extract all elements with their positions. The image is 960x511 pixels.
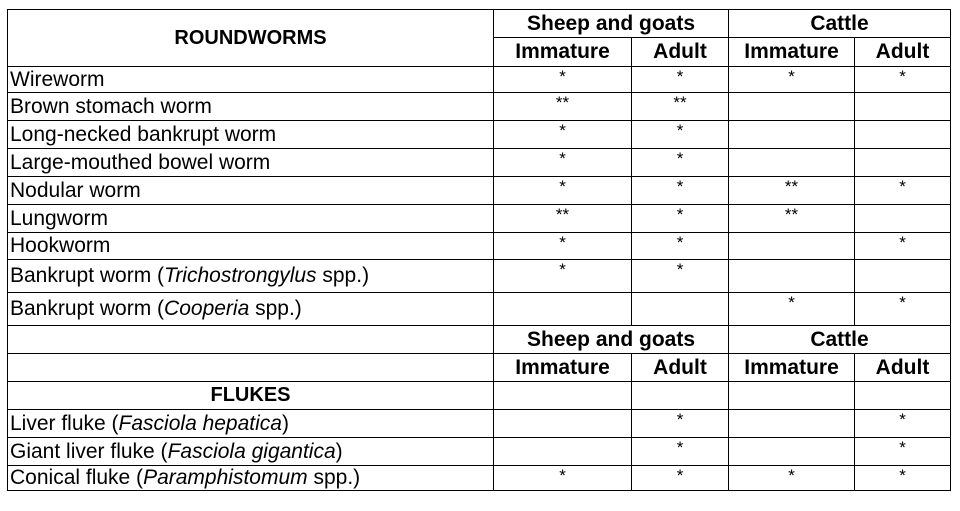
name-text: Brown stomach worm <box>10 94 212 118</box>
species-name-italic: Fasciola hepatica <box>118 411 282 435</box>
species-name-italic: Cooperia <box>164 297 250 320</box>
mark-sheep-immature <box>494 410 632 438</box>
mark-cattle-immature <box>729 260 855 293</box>
mark-cattle-immature: ** <box>729 177 855 205</box>
flukes-heading: FLUKES <box>8 382 494 410</box>
name-text: ) <box>281 411 289 435</box>
roundworms-row <box>8 93 951 121</box>
stage-sheep-immature: Immature <box>494 38 632 67</box>
name-text: Wireworm <box>10 67 105 91</box>
blank-cell <box>632 382 729 410</box>
roundworms-name-cell <box>8 293 494 326</box>
mark-cattle-adult <box>855 205 951 233</box>
mark-cattle-immature <box>729 149 855 177</box>
name-text: Bankrupt worm ( <box>10 264 165 287</box>
name-text: spp.) <box>316 264 370 287</box>
roundworms-row <box>8 177 951 205</box>
mark-sheep-adult: * <box>632 67 729 93</box>
roundworms-name-cell <box>8 205 494 233</box>
mark-sheep-immature: * <box>494 260 632 293</box>
name-text: Giant liver fluke ( <box>10 439 168 463</box>
mark-cattle-adult: * <box>855 466 951 491</box>
mark-sheep-adult: * <box>632 121 729 149</box>
parasite-table <box>7 9 951 491</box>
mark-cattle-adult: * <box>855 67 951 93</box>
blank-cell <box>8 326 494 354</box>
mark-cattle-immature: ** <box>729 205 855 233</box>
roundworms-row <box>8 121 951 149</box>
flukes-row <box>8 410 951 438</box>
stage-sheep-immature: Immature <box>494 354 632 382</box>
mark-sheep-immature: * <box>494 67 632 93</box>
group-sheep-and-goats: Sheep and goats <box>494 326 729 354</box>
mark-cattle-immature: * <box>729 293 855 326</box>
flukes-heading-row <box>8 382 951 410</box>
group-cattle: Cattle <box>729 326 951 354</box>
roundworms-name-cell <box>8 260 494 293</box>
name-text: Large-mouthed bowel worm <box>10 150 271 174</box>
mark-cattle-adult <box>855 121 951 149</box>
mark-sheep-immature: * <box>494 149 632 177</box>
roundworms-name-cell <box>8 149 494 177</box>
mark-sheep-adult: * <box>632 260 729 293</box>
species-name-italic: Fasciola gigantica <box>167 439 336 463</box>
blank-cell <box>494 382 632 410</box>
group-sheep-and-goats: Sheep and goats <box>494 10 729 38</box>
flukes-name-cell <box>8 438 494 466</box>
mark-sheep-immature: * <box>494 466 632 491</box>
stage-sheep-adult: Adult <box>632 38 729 67</box>
mark-cattle-adult: * <box>855 293 951 326</box>
mark-sheep-immature: * <box>494 233 632 260</box>
name-text: spp.) <box>249 297 302 320</box>
mark-cattle-adult: * <box>855 177 951 205</box>
mark-sheep-immature <box>494 293 632 326</box>
name-text: Long-necked bankrupt worm <box>10 122 277 146</box>
flukes-name-cell <box>8 466 494 491</box>
roundworms-row <box>8 205 951 233</box>
mark-sheep-immature: * <box>494 177 632 205</box>
flukes-group-header-row <box>8 326 951 354</box>
mark-sheep-adult: * <box>632 466 729 491</box>
name-text: ) <box>335 439 343 463</box>
mark-sheep-adult: * <box>632 149 729 177</box>
name-text: Lungworm <box>10 206 109 230</box>
group-cattle: Cattle <box>729 10 951 38</box>
mark-cattle-adult: * <box>855 233 951 260</box>
species-name-italic: Trichostrongylus <box>164 264 317 287</box>
flukes-stage-header-row <box>8 354 951 382</box>
parasite-table-body <box>8 10 951 491</box>
name-text: Conical fluke ( <box>10 466 144 489</box>
mark-sheep-adult: ** <box>632 93 729 121</box>
mark-sheep-adult: * <box>632 233 729 260</box>
mark-sheep-adult <box>632 293 729 326</box>
name-text: Hookworm <box>10 234 111 257</box>
blank-cell <box>855 382 951 410</box>
mark-sheep-adult: * <box>632 410 729 438</box>
mark-sheep-adult: * <box>632 438 729 466</box>
mark-cattle-adult <box>855 260 951 293</box>
blank-cell <box>8 354 494 382</box>
mark-cattle-immature: * <box>729 67 855 93</box>
mark-cattle-immature <box>729 121 855 149</box>
flukes-name-cell <box>8 410 494 438</box>
name-text: Liver fluke ( <box>10 411 119 435</box>
species-name-italic: Paramphistomum <box>143 466 308 489</box>
stage-cattle-immature: Immature <box>729 38 855 67</box>
roundworms-row <box>8 233 951 260</box>
stage-sheep-adult: Adult <box>632 354 729 382</box>
mark-cattle-immature: * <box>729 466 855 491</box>
roundworms-name-cell <box>8 67 494 93</box>
stage-cattle-adult: Adult <box>855 38 951 67</box>
roundworms-row <box>8 149 951 177</box>
mark-sheep-immature: * <box>494 121 632 149</box>
stage-cattle-immature: Immature <box>729 354 855 382</box>
roundworms-name-cell <box>8 177 494 205</box>
roundworms-row <box>8 260 951 293</box>
mark-cattle-adult: * <box>855 438 951 466</box>
name-text: spp.) <box>307 466 361 489</box>
roundworms-group-header-row <box>8 10 951 38</box>
mark-sheep-immature <box>494 438 632 466</box>
flukes-row <box>8 466 951 491</box>
blank-cell <box>729 382 855 410</box>
roundworms-name-cell <box>8 93 494 121</box>
stage-cattle-adult: Adult <box>855 354 951 382</box>
roundworms-name-cell <box>8 233 494 260</box>
mark-sheep-adult: * <box>632 177 729 205</box>
roundworms-heading: ROUNDWORMS <box>8 10 494 67</box>
mark-cattle-immature <box>729 93 855 121</box>
mark-cattle-adult <box>855 149 951 177</box>
mark-cattle-immature <box>729 410 855 438</box>
roundworms-row <box>8 67 951 93</box>
name-text: Nodular worm <box>10 178 141 202</box>
mark-cattle-adult <box>855 93 951 121</box>
mark-sheep-adult: * <box>632 205 729 233</box>
mark-sheep-immature: ** <box>494 205 632 233</box>
name-text: Bankrupt worm ( <box>10 297 165 320</box>
roundworms-row <box>8 293 951 326</box>
mark-cattle-immature <box>729 438 855 466</box>
mark-cattle-adult: * <box>855 410 951 438</box>
mark-cattle-immature <box>729 233 855 260</box>
roundworms-name-cell <box>8 121 494 149</box>
mark-sheep-immature: ** <box>494 93 632 121</box>
flukes-row <box>8 438 951 466</box>
